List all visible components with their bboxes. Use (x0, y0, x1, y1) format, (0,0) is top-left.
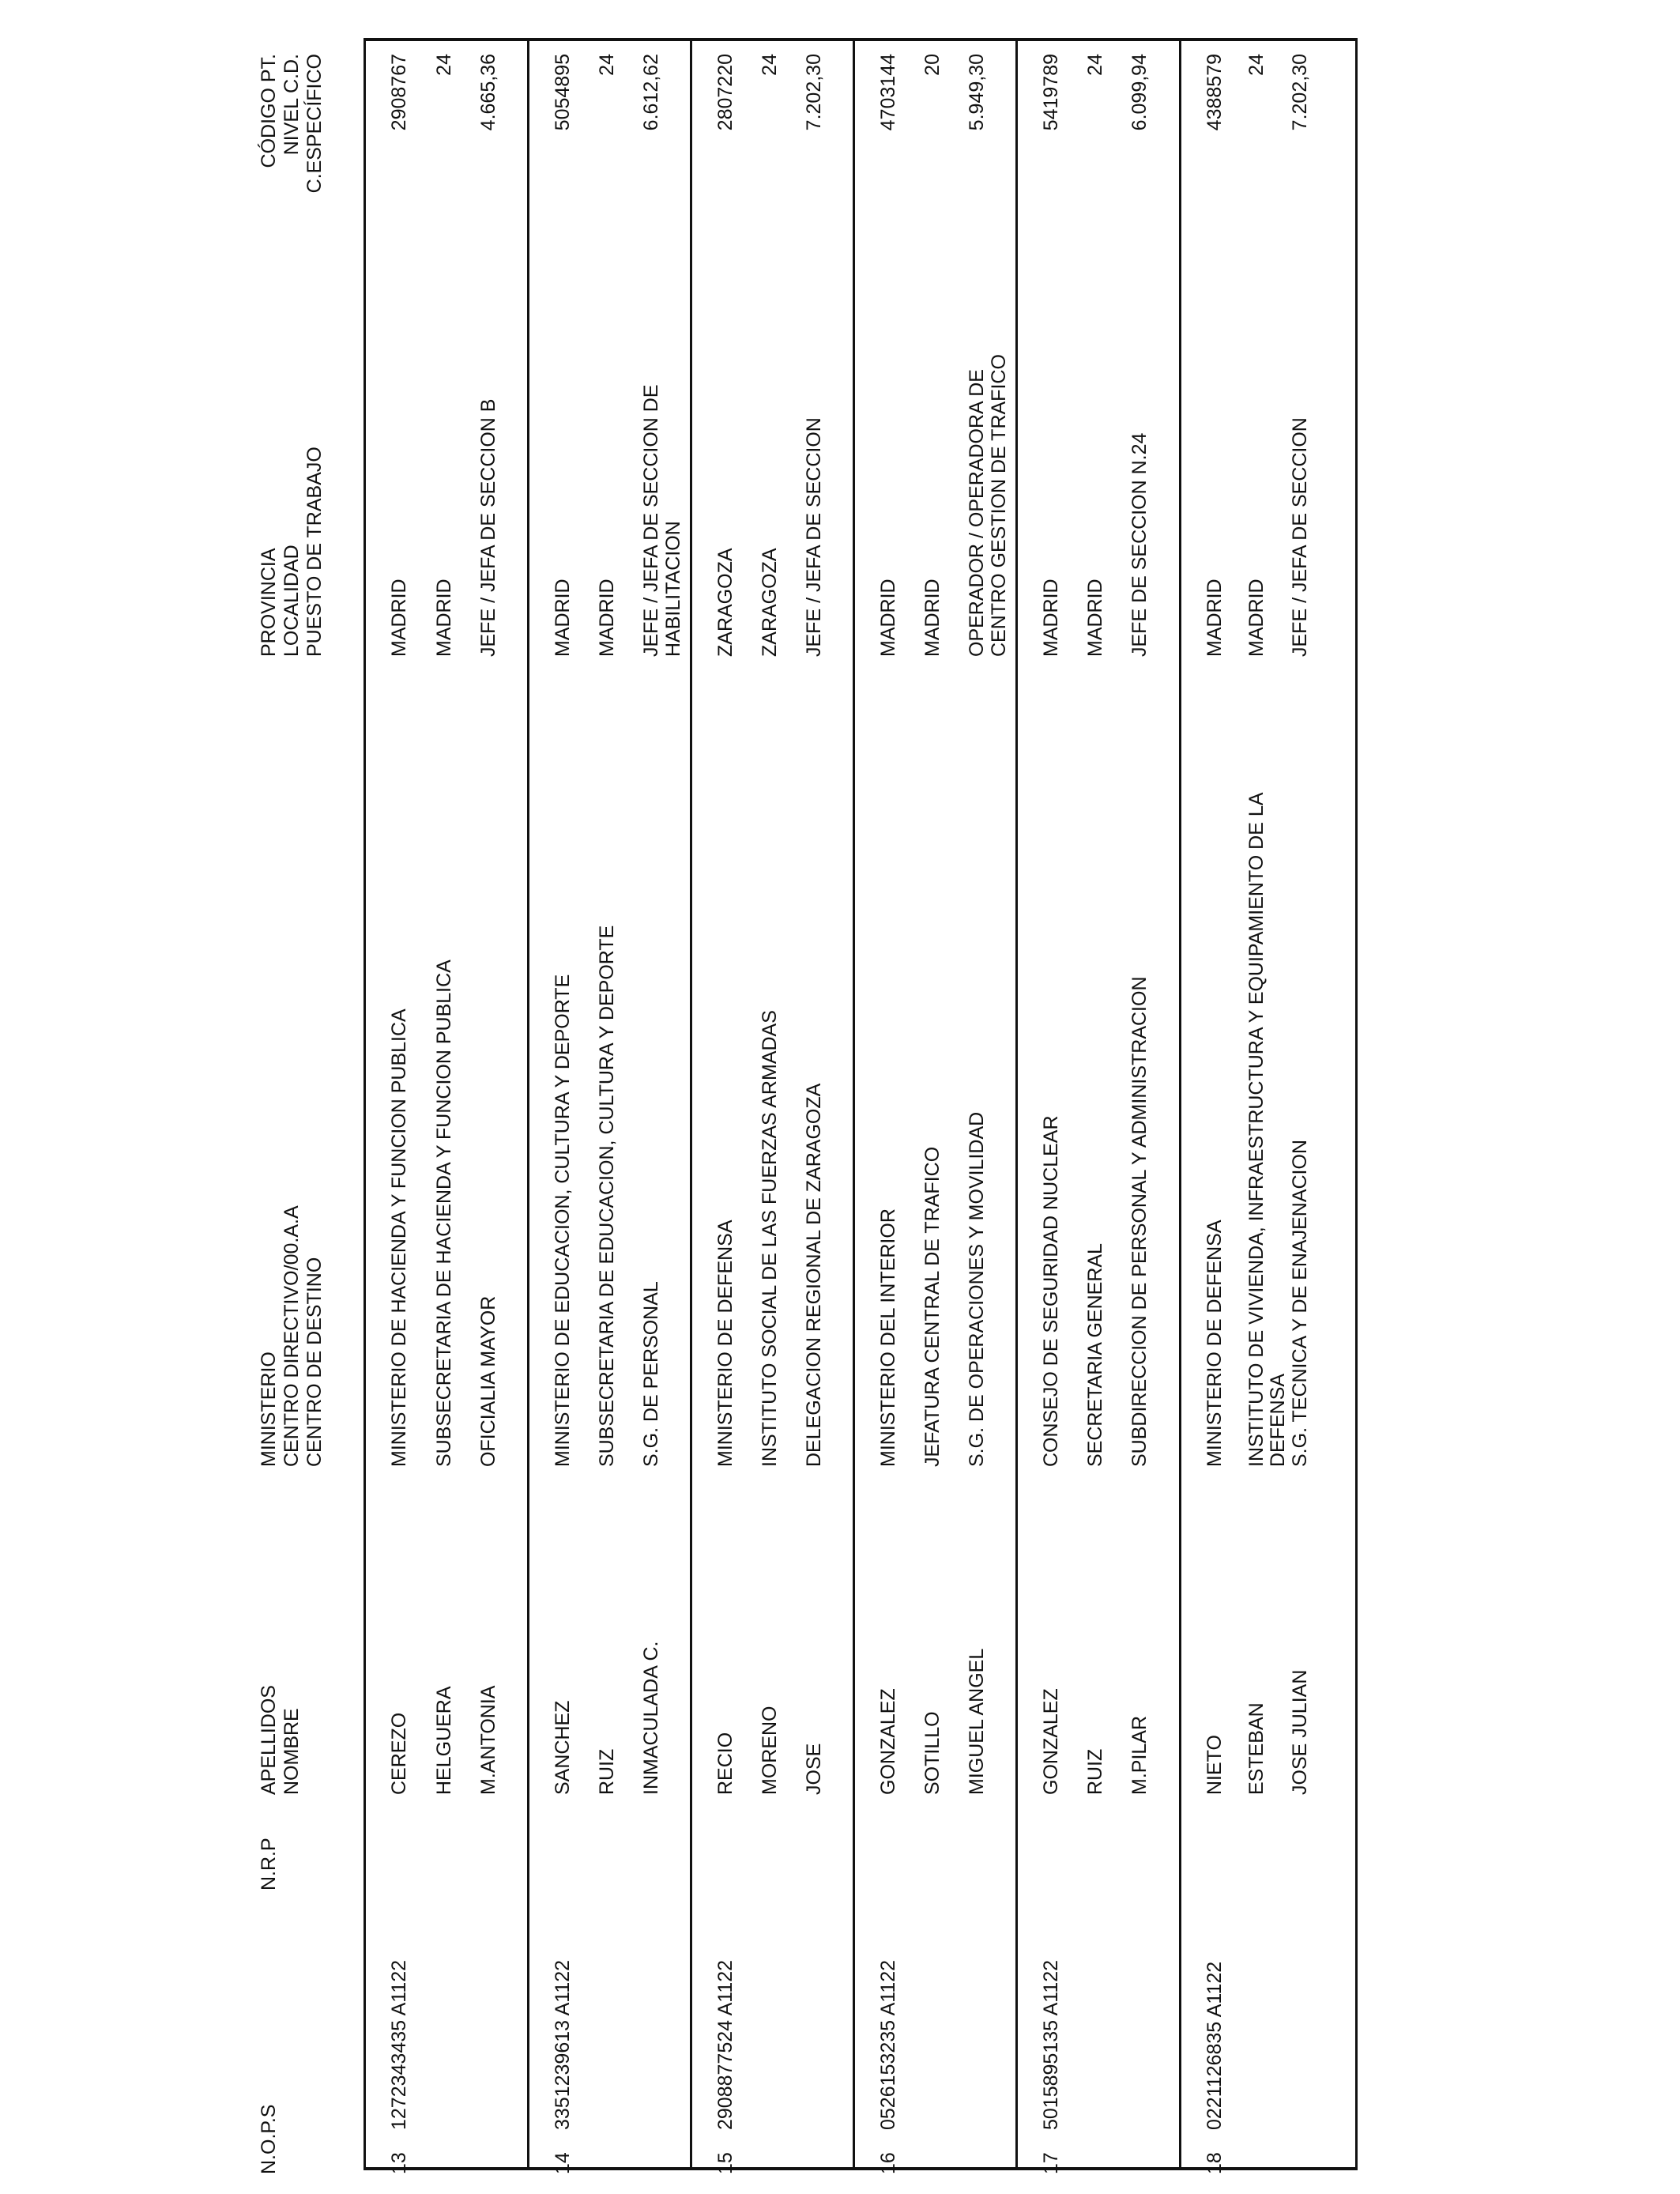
record-nombre: INMACULADA C. (640, 1641, 662, 1795)
record-nombre: MIGUEL ANGEL (966, 1648, 988, 1795)
record-apellido1: CEREZO (388, 1712, 410, 1795)
record-codigo: 4703144 (877, 54, 899, 131)
header-apellidos: APELLIDOS (258, 1685, 280, 1795)
group-separator (527, 40, 529, 2170)
record-nombre: JOSE (803, 1743, 825, 1795)
record-centro-destino: SUBDIRECCION DE PERSONAL Y ADMINISTRACION (1128, 976, 1151, 1467)
header-nombre: NOMBRE (281, 1708, 303, 1795)
record-apellido2: MORENO (759, 1706, 781, 1795)
header-codigo: CÓDIGO PT. (258, 54, 280, 168)
record-nrp: 1272343435 A1122 (388, 1959, 410, 2130)
record-centro-directivo: INSTITUTO SOCIAL DE LAS FUERZAS ARMADAS (759, 1010, 781, 1467)
record-apellido1: RECIO (714, 1732, 736, 1795)
record-nombre: JOSE JULIAN (1289, 1669, 1311, 1795)
record-codigo: 2908767 (388, 54, 410, 131)
record-nombre: M.PILAR (1128, 1715, 1151, 1795)
record-centro-destino: DELEGACION REGIONAL DE ZARAGOZA (803, 1083, 825, 1467)
group-separator (690, 40, 692, 2170)
header-nrp: N.R.P (258, 1838, 280, 1891)
record-apellido2: SOTILLO (921, 1711, 944, 1795)
record-puesto: JEFE DE SECCION N.24 (1128, 432, 1151, 657)
record-provincia: ZARAGOZA (714, 548, 736, 657)
record-nops: 13 (388, 2152, 410, 2174)
record-localidad: MADRID (1084, 579, 1106, 657)
record-centro-directivo: SECRETARIA GENERAL (1084, 1243, 1106, 1467)
header-centro-directivo: CENTRO DIRECTIVO/00.A.A (281, 1205, 303, 1467)
record-puesto-cont: CENTRO GESTION DE TRAFICO (988, 354, 1010, 657)
record-puesto-cont: HABILITACION (662, 521, 684, 657)
record-centro-destino: S.G. DE PERSONAL (640, 1281, 662, 1467)
record-centro-directivo: SUBSECRETARIA DE HACIENDA Y FUNCION PUBLICA (433, 959, 455, 1467)
header-nivel: NIVEL C.D. (281, 54, 303, 156)
record-apellido2: RUIZ (1084, 1748, 1106, 1795)
record-codigo: 5054895 (552, 54, 574, 131)
record-provincia: MADRID (388, 579, 410, 657)
record-nrp: 5015895135 A1122 (1040, 1959, 1062, 2130)
record-centro-directivo-cont: DEFENSA (1267, 1373, 1289, 1467)
record-especifico: 7.202,30 (803, 54, 825, 131)
record-apellido2: ESTEBAN (1245, 1702, 1268, 1795)
record-nops: 16 (877, 2152, 899, 2174)
record-ministerio: MINISTERIO DEL INTERIOR (877, 1208, 899, 1467)
record-provincia: MADRID (877, 579, 899, 657)
record-nops: 18 (1203, 2152, 1226, 2174)
record-localidad: MADRID (433, 579, 455, 657)
record-centro-destino: OFICIALIA MAYOR (477, 1295, 499, 1467)
record-nops: 17 (1040, 2152, 1062, 2174)
record-apellido1: GONZALEZ (877, 1688, 899, 1795)
record-localidad: MADRID (596, 579, 618, 657)
header-provincia: PROVINCIA (258, 548, 280, 657)
record-apellido1: SANCHEZ (552, 1700, 574, 1795)
record-puesto: JEFE / JEFA DE SECCION (1289, 417, 1311, 657)
record-centro-directivo: INSTITUTO DE VIVIENDA, INFRAESTRUCTURA Y EQUIPAMIENTO DE LA (1245, 792, 1268, 1467)
record-nivel: 20 (921, 54, 944, 76)
header-nops: N.O.P.S (258, 2104, 280, 2174)
record-nrp: 3351239613 A1122 (552, 1959, 574, 2130)
header-puesto: PUESTO DE TRABAJO (303, 447, 326, 657)
record-provincia: MADRID (1040, 579, 1062, 657)
header-localidad: LOCALIDAD (281, 545, 303, 657)
record-especifico: 6.099,94 (1128, 54, 1151, 131)
records-table-frame (363, 38, 1358, 2170)
record-centro-destino: S.G. TECNICA Y DE ENAJENACION (1289, 1139, 1311, 1467)
record-localidad: ZARAGOZA (759, 548, 781, 657)
record-nrp: 0221126835 A1122 (1203, 1961, 1226, 2130)
record-puesto: OPERADOR / OPERADORA DE (966, 369, 988, 657)
header-especifico: C.ESPECÍFICO (303, 54, 326, 194)
record-especifico: 7.202,30 (1289, 54, 1311, 131)
record-apellido2: HELGUERA (433, 1686, 455, 1795)
group-separator (1015, 40, 1018, 2170)
record-puesto: JEFE / JEFA DE SECCION (803, 417, 825, 657)
record-centro-directivo: JEFATURA CENTRAL DE TRAFICO (921, 1146, 944, 1467)
record-apellido2: RUIZ (596, 1748, 618, 1795)
record-nivel: 24 (759, 54, 781, 76)
record-localidad: MADRID (1245, 579, 1268, 657)
record-nivel: 24 (1084, 54, 1106, 76)
record-especifico: 4.665,36 (477, 54, 499, 131)
record-centro-directivo: SUBSECRETARIA DE EDUCACION, CULTURA Y DEPORTE (596, 925, 618, 1467)
record-puesto: JEFE / JEFA DE SECCION DE (640, 384, 662, 657)
record-nivel: 24 (596, 54, 618, 76)
record-apellido1: NIETO (1203, 1735, 1226, 1795)
record-especifico: 6.612,62 (640, 54, 662, 131)
record-nops: 14 (552, 2152, 574, 2174)
record-localidad: MADRID (921, 579, 944, 657)
record-codigo: 5419789 (1040, 54, 1062, 131)
record-provincia: MADRID (552, 579, 574, 657)
record-especifico: 5.949,30 (966, 54, 988, 131)
group-separator (853, 40, 855, 2170)
record-centro-destino: S.G. DE OPERACIONES Y MOVILIDAD (966, 1111, 988, 1467)
group-separator (1179, 40, 1181, 2170)
header-ministerio: MINISTERIO (258, 1351, 280, 1467)
header-centro-destino: CENTRO DE DESTINO (303, 1257, 326, 1467)
record-nrp: 0526153235 A1122 (877, 1959, 899, 2130)
record-nivel: 24 (433, 54, 455, 76)
record-apellido1: GONZALEZ (1040, 1688, 1062, 1795)
record-ministerio: MINISTERIO DE DEFENSA (714, 1220, 736, 1467)
record-puesto: JEFE / JEFA DE SECCION B (477, 398, 499, 657)
record-nivel: 24 (1245, 54, 1268, 76)
record-ministerio: MINISTERIO DE EDUCACION, CULTURA Y DEPORTE (552, 974, 574, 1467)
record-nops: 15 (714, 2152, 736, 2174)
record-ministerio: MINISTERIO DE HACIENDA Y FUNCION PUBLICA (388, 1008, 410, 1467)
record-provincia: MADRID (1203, 579, 1226, 657)
record-nrp: 2908877524 A1122 (714, 1959, 736, 2130)
record-codigo: 4388579 (1203, 54, 1226, 131)
record-codigo: 2807220 (714, 54, 736, 131)
record-nombre: M.ANTONIA (477, 1685, 499, 1795)
record-ministerio: CONSEJO DE SEGURIDAD NUCLEAR (1040, 1115, 1062, 1467)
record-ministerio: MINISTERIO DE DEFENSA (1203, 1220, 1226, 1467)
